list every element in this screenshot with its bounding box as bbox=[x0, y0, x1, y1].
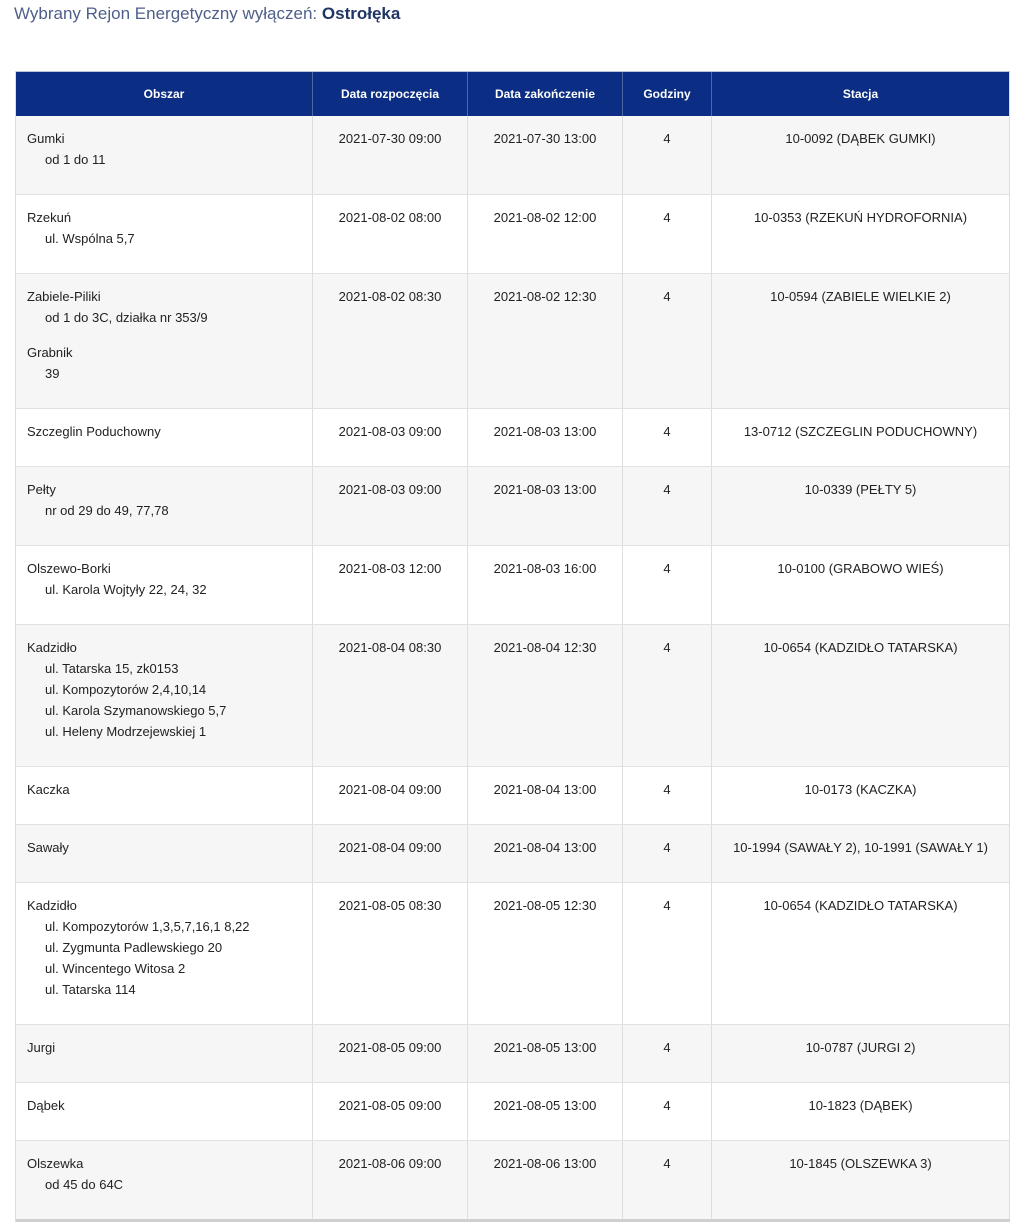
area-address: ul. Karola Wojtyły 22, 24, 32 bbox=[45, 582, 207, 597]
hours-cell: 4 bbox=[623, 1025, 712, 1082]
start-date-cell: 2021-08-02 08:30 bbox=[313, 274, 468, 408]
area-name: Sawały bbox=[27, 840, 69, 855]
end-date-cell: 2021-08-04 13:00 bbox=[468, 825, 623, 882]
page-title bbox=[14, 3, 1024, 25]
page-header bbox=[0, 0, 1024, 71]
area-address: ul. Tatarska 114 bbox=[45, 982, 136, 997]
area-name: Jurgi bbox=[27, 1040, 56, 1055]
station-cell: 10-0100 (GRABOWO WIEŚ) bbox=[712, 546, 1010, 624]
area-cell bbox=[16, 116, 313, 194]
area-cell bbox=[16, 274, 313, 408]
area-group bbox=[27, 286, 304, 328]
area-group bbox=[27, 1153, 304, 1195]
end-date-cell: 2021-08-04 13:00 bbox=[468, 767, 623, 824]
hours-cell: 4 bbox=[623, 546, 712, 624]
area-group bbox=[27, 342, 304, 384]
station-cell: 10-1994 (SAWAŁY 2), 10-1991 (SAWAŁY 1) bbox=[712, 825, 1010, 882]
start-date-cell: 2021-08-03 12:00 bbox=[313, 546, 468, 624]
table-row bbox=[16, 883, 1010, 1025]
station-cell: 10-0787 (JURGI 2) bbox=[712, 1025, 1010, 1082]
hours-cell: 4 bbox=[623, 409, 712, 466]
area-name: Gumki bbox=[27, 131, 65, 146]
area-address: ul. Karola Szymanowskiego 5,7 bbox=[45, 703, 227, 718]
table-row bbox=[16, 825, 1010, 883]
area-cell bbox=[16, 883, 313, 1024]
outage-table bbox=[15, 71, 1010, 1222]
station-cell: 10-0173 (KACZKA) bbox=[712, 767, 1010, 824]
area-name: Dąbek bbox=[27, 1098, 65, 1113]
area-name: Olszewka bbox=[27, 1156, 84, 1171]
hours-cell: 4 bbox=[623, 1083, 712, 1140]
area-address: od 1 do 3C, działka nr 353/9 bbox=[45, 310, 208, 325]
header-area: Obszar bbox=[16, 72, 313, 116]
area-group bbox=[27, 779, 304, 800]
end-date-cell: 2021-07-30 13:00 bbox=[468, 116, 623, 194]
area-name: Szczeglin Poduchowny bbox=[27, 424, 161, 439]
table-row bbox=[16, 195, 1010, 274]
area-cell bbox=[16, 467, 313, 545]
area-cell bbox=[16, 1025, 313, 1082]
area-group bbox=[27, 207, 304, 249]
station-cell: 10-0353 (RZEKUŃ HYDROFORNIA) bbox=[712, 195, 1010, 273]
area-address: od 1 do 11 bbox=[45, 152, 106, 167]
area-group bbox=[27, 421, 304, 442]
hours-cell: 4 bbox=[623, 467, 712, 545]
area-cell bbox=[16, 546, 313, 624]
table-row bbox=[16, 467, 1010, 546]
table-row bbox=[16, 409, 1010, 467]
area-cell bbox=[16, 1141, 313, 1219]
start-date-cell: 2021-08-04 09:00 bbox=[313, 825, 468, 882]
area-address: nr od 29 do 49, 77,78 bbox=[45, 503, 169, 518]
area-name: Kaczka bbox=[27, 782, 70, 797]
hours-cell: 4 bbox=[623, 195, 712, 273]
header-station: Stacja bbox=[712, 72, 1010, 116]
end-date-cell: 2021-08-03 13:00 bbox=[468, 467, 623, 545]
area-address: od 45 do 64C bbox=[45, 1177, 124, 1192]
area-name: Kadzidło bbox=[27, 640, 77, 655]
start-date-cell: 2021-08-02 08:00 bbox=[313, 195, 468, 273]
area-address: ul. Tatarska 15, zk0153 bbox=[45, 661, 179, 676]
table-row bbox=[16, 1025, 1010, 1083]
station-cell: 10-0339 (PEŁTY 5) bbox=[712, 467, 1010, 545]
title-label: Wybrany Rejon Energetyczny wyłączeń: bbox=[14, 4, 318, 23]
area-cell bbox=[16, 1083, 313, 1140]
area-name: Pełty bbox=[27, 482, 56, 497]
hours-cell: 4 bbox=[623, 767, 712, 824]
start-date-cell: 2021-08-04 09:00 bbox=[313, 767, 468, 824]
table-row bbox=[16, 625, 1010, 767]
hours-cell: 4 bbox=[623, 1141, 712, 1219]
area-group bbox=[27, 637, 304, 742]
start-date-cell: 2021-08-05 09:00 bbox=[313, 1083, 468, 1140]
end-date-cell: 2021-08-02 12:30 bbox=[468, 274, 623, 408]
hours-cell: 4 bbox=[623, 116, 712, 194]
end-date-cell: 2021-08-05 13:00 bbox=[468, 1025, 623, 1082]
start-date-cell: 2021-08-05 09:00 bbox=[313, 1025, 468, 1082]
area-group bbox=[27, 837, 304, 858]
table-row bbox=[16, 116, 1010, 195]
header-end-date: Data zakończenie bbox=[468, 72, 623, 116]
region-name: Ostrołęka bbox=[321, 4, 401, 23]
area-address: ul. Heleny Modrzejewskiej 1 bbox=[45, 724, 207, 739]
area-name: Kadzidło bbox=[27, 898, 77, 913]
area-address: 39 bbox=[45, 366, 60, 381]
area-name: Rzekuń bbox=[27, 210, 72, 225]
table-row bbox=[16, 767, 1010, 825]
station-cell: 10-1845 (OLSZEWKA 3) bbox=[712, 1141, 1010, 1219]
area-name: Grabnik bbox=[27, 345, 73, 360]
area-address: ul. Kompozytorów 2,4,10,14 bbox=[45, 682, 207, 697]
area-group bbox=[27, 895, 304, 1000]
start-date-cell: 2021-07-30 09:00 bbox=[313, 116, 468, 194]
end-date-cell: 2021-08-03 13:00 bbox=[468, 409, 623, 466]
station-cell: 10-0654 (KADZIDŁO TATARSKA) bbox=[712, 625, 1010, 766]
end-date-cell: 2021-08-05 13:00 bbox=[468, 1083, 623, 1140]
header-hours: Godziny bbox=[623, 72, 712, 116]
table-header bbox=[16, 71, 1010, 116]
area-group bbox=[27, 1095, 304, 1116]
area-cell bbox=[16, 409, 313, 466]
area-group bbox=[27, 1037, 304, 1058]
area-cell bbox=[16, 625, 313, 766]
hours-cell: 4 bbox=[623, 825, 712, 882]
area-address: ul. Kompozytorów 1,3,5,7,16,1 8,22 bbox=[45, 919, 250, 934]
area-cell bbox=[16, 195, 313, 273]
area-group bbox=[27, 128, 304, 170]
hours-cell: 4 bbox=[623, 625, 712, 766]
area-address: ul. Wincentego Witosa 2 bbox=[45, 961, 186, 976]
start-date-cell: 2021-08-04 08:30 bbox=[313, 625, 468, 766]
station-cell: 10-0594 (ZABIELE WIELKIE 2) bbox=[712, 274, 1010, 408]
end-date-cell: 2021-08-04 12:30 bbox=[468, 625, 623, 766]
end-date-cell: 2021-08-06 13:00 bbox=[468, 1141, 623, 1219]
end-date-cell: 2021-08-03 16:00 bbox=[468, 546, 623, 624]
area-name: Olszewo-Borki bbox=[27, 561, 111, 576]
area-name: Zabiele-Piliki bbox=[27, 289, 101, 304]
station-cell: 10-0092 (DĄBEK GUMKI) bbox=[712, 116, 1010, 194]
end-date-cell: 2021-08-02 12:00 bbox=[468, 195, 623, 273]
hours-cell: 4 bbox=[623, 274, 712, 408]
area-address: ul. Wspólna 5,7 bbox=[45, 231, 135, 246]
area-cell bbox=[16, 767, 313, 824]
hours-cell: 4 bbox=[623, 883, 712, 1024]
table-row bbox=[16, 274, 1010, 409]
start-date-cell: 2021-08-03 09:00 bbox=[313, 409, 468, 466]
header-start-date: Data rozpoczęcia bbox=[313, 72, 468, 116]
station-cell: 10-1823 (DĄBEK) bbox=[712, 1083, 1010, 1140]
table-row bbox=[16, 1083, 1010, 1141]
table-row bbox=[16, 546, 1010, 625]
start-date-cell: 2021-08-05 08:30 bbox=[313, 883, 468, 1024]
area-cell bbox=[16, 825, 313, 882]
start-date-cell: 2021-08-06 09:00 bbox=[313, 1141, 468, 1219]
end-date-cell: 2021-08-05 12:30 bbox=[468, 883, 623, 1024]
area-group bbox=[27, 479, 304, 521]
station-cell: 13-0712 (SZCZEGLIN PODUCHOWNY) bbox=[712, 409, 1010, 466]
start-date-cell: 2021-08-03 09:00 bbox=[313, 467, 468, 545]
area-group bbox=[27, 558, 304, 600]
station-cell: 10-0654 (KADZIDŁO TATARSKA) bbox=[712, 883, 1010, 1024]
table-row bbox=[16, 1141, 1010, 1222]
area-address: ul. Zygmunta Padlewskiego 20 bbox=[45, 940, 223, 955]
